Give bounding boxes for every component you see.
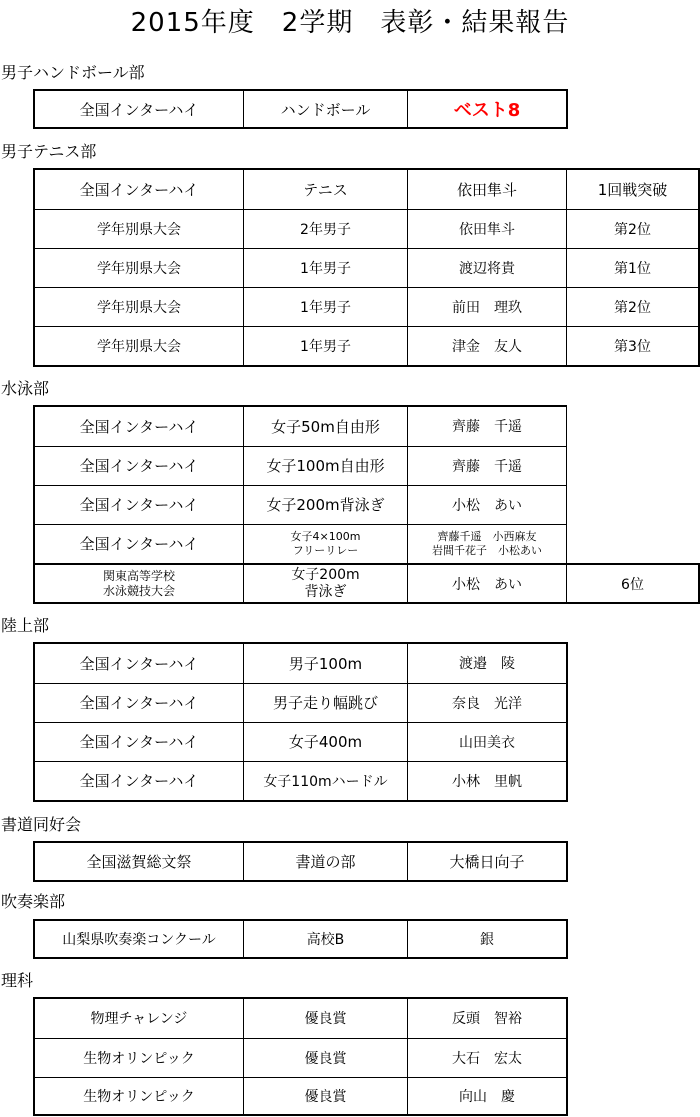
table-row — [34, 761, 567, 801]
category-cell: 女子110mハードル — [244, 761, 408, 801]
tennis-table — [33, 168, 700, 367]
table-row — [34, 248, 699, 287]
table-row — [34, 1038, 567, 1077]
event-cell: 学年別県大会 — [34, 326, 244, 366]
category-line: 女子4×100m — [290, 529, 361, 543]
award-cell: 優良賞 — [244, 998, 408, 1038]
name-cell: 反頭 智裕 — [408, 998, 568, 1038]
empty-cell — [567, 406, 700, 446]
name-cell: 渡邉 陵 — [408, 643, 568, 683]
result-cell: 第2位 — [567, 209, 700, 248]
table-row — [34, 564, 699, 603]
event-cell: 山梨県吹奏楽コンクール — [34, 920, 244, 958]
section-label-track: 陸上部 — [1, 616, 50, 635]
event-cell: 学年別県大会 — [34, 287, 244, 326]
name-line: 齊藤千遥 小西麻友 — [437, 529, 537, 543]
result-cell: 第1位 — [567, 248, 700, 287]
event-cell: 全国滋賀総文祭 — [34, 842, 244, 881]
table-row — [34, 920, 567, 958]
category-cell: 女子200m背泳ぎ — [244, 485, 408, 524]
name-line: 岩間千花子 小松あい — [432, 543, 542, 557]
name-cell: 依田隼斗 — [408, 209, 567, 248]
category-cell: 書道の部 — [244, 842, 408, 881]
award-cell: 優良賞 — [244, 1077, 408, 1115]
result-cell: 6位 — [567, 564, 700, 603]
event-cell: 全国インターハイ — [34, 683, 244, 722]
table-row — [34, 842, 567, 881]
table-row — [34, 998, 567, 1038]
handball-table — [33, 89, 568, 129]
table-row — [34, 683, 567, 722]
name-cell: 渡辺将貴 — [408, 248, 567, 287]
name-cell: 山田美衣 — [408, 722, 568, 761]
event-cell: 全国インターハイ — [34, 722, 244, 761]
name-cell: 依田隼斗 — [408, 169, 567, 209]
event-cell: 物理チャレンジ — [34, 998, 244, 1038]
category-cell: 女子400m — [244, 722, 408, 761]
category-line: 背泳ぎ — [304, 583, 347, 600]
track-table — [33, 642, 568, 802]
result-cell: 銀 — [408, 920, 568, 958]
event-line: 関東高等学校 — [102, 568, 175, 583]
table-row — [34, 485, 699, 524]
category-cell: 1年男子 — [244, 326, 408, 366]
table-row — [34, 1077, 567, 1115]
category-cell: 女子50m自由形 — [244, 406, 408, 446]
table-row — [34, 287, 699, 326]
table-row — [34, 169, 699, 209]
section-label-tennis: 男子テニス部 — [1, 142, 97, 161]
event-cell: 全国インターハイ — [34, 406, 244, 446]
name-cell: 齊藤 千遥 — [408, 446, 567, 485]
swimming-table — [33, 405, 700, 604]
event-cell: 全国インターハイ — [34, 169, 244, 209]
award-cell: 優良賞 — [244, 1038, 408, 1077]
calligraphy-table — [33, 841, 568, 882]
section-label-calligraphy: 書道同好会 — [1, 815, 82, 834]
category-cell: 男子100m — [244, 643, 408, 683]
table-row — [34, 446, 699, 485]
event-cell: 生物オリンピック — [34, 1077, 244, 1115]
table-row — [34, 90, 567, 128]
event-cell: 全国インターハイ — [34, 643, 244, 683]
event-cell: 全国インターハイ — [34, 90, 244, 128]
section-label-handball: 男子ハンドボール部 — [1, 63, 145, 82]
category-cell: 高校B — [244, 920, 408, 958]
category-line: 女子200m — [291, 566, 360, 583]
band-table — [33, 919, 568, 959]
name-cell: 大橋日向子 — [408, 842, 568, 881]
table-row — [34, 524, 699, 564]
category-cell: 女子100m自由形 — [244, 446, 408, 485]
name-cell: 小松 あい — [408, 564, 567, 603]
category-cell: 男子走り幅跳び — [244, 683, 408, 722]
empty-cell — [567, 485, 700, 524]
event-cell: 全国インターハイ — [34, 761, 244, 801]
event-line: 水泳競技大会 — [102, 583, 175, 598]
event-cell: 生物オリンピック — [34, 1038, 244, 1077]
category-cell: 1年男子 — [244, 248, 408, 287]
table-row — [34, 643, 567, 683]
name-cell: 津金 友人 — [408, 326, 567, 366]
name-cell: 奈良 光洋 — [408, 683, 568, 722]
page-title: 2015年度 2学期 表彰・結果報告 — [130, 8, 570, 38]
category-cell: 1年男子 — [244, 287, 408, 326]
name-cell — [408, 524, 567, 564]
section-label-swimming: 水泳部 — [1, 379, 50, 398]
name-cell: 大石 宏太 — [408, 1038, 568, 1077]
category-cell — [244, 564, 408, 603]
table-row — [34, 406, 699, 446]
event-cell — [34, 564, 244, 603]
section-label-science: 理科 — [1, 971, 34, 990]
table-row — [34, 326, 699, 366]
event-cell: 学年別県大会 — [34, 248, 244, 287]
name-cell: 向山 慶 — [408, 1077, 568, 1115]
empty-cell — [567, 446, 700, 485]
category-cell: 2年男子 — [244, 209, 408, 248]
table-row — [34, 209, 699, 248]
name-cell: 小林 里帆 — [408, 761, 568, 801]
result-cell: 第3位 — [567, 326, 700, 366]
category-cell — [244, 524, 408, 564]
event-cell: 学年別県大会 — [34, 209, 244, 248]
name-cell: 齊藤 千遥 — [408, 406, 567, 446]
category-line: フリーリレー — [292, 543, 359, 557]
name-cell: 小松 あい — [408, 485, 567, 524]
science-table — [33, 997, 568, 1116]
event-cell: 全国インターハイ — [34, 446, 244, 485]
event-cell: 全国インターハイ — [34, 524, 244, 564]
event-cell: 全国インターハイ — [34, 485, 244, 524]
category-cell: テニス — [244, 169, 408, 209]
name-cell: 前田 理玖 — [408, 287, 567, 326]
result-cell: 第2位 — [567, 287, 700, 326]
result-cell: 1回戦突破 — [567, 169, 700, 209]
section-label-band: 吹奏楽部 — [1, 892, 66, 911]
empty-cell — [567, 524, 700, 564]
category-cell: ハンドボール — [244, 90, 408, 128]
result-cell: ベスト8 — [408, 90, 568, 128]
table-row — [34, 722, 567, 761]
